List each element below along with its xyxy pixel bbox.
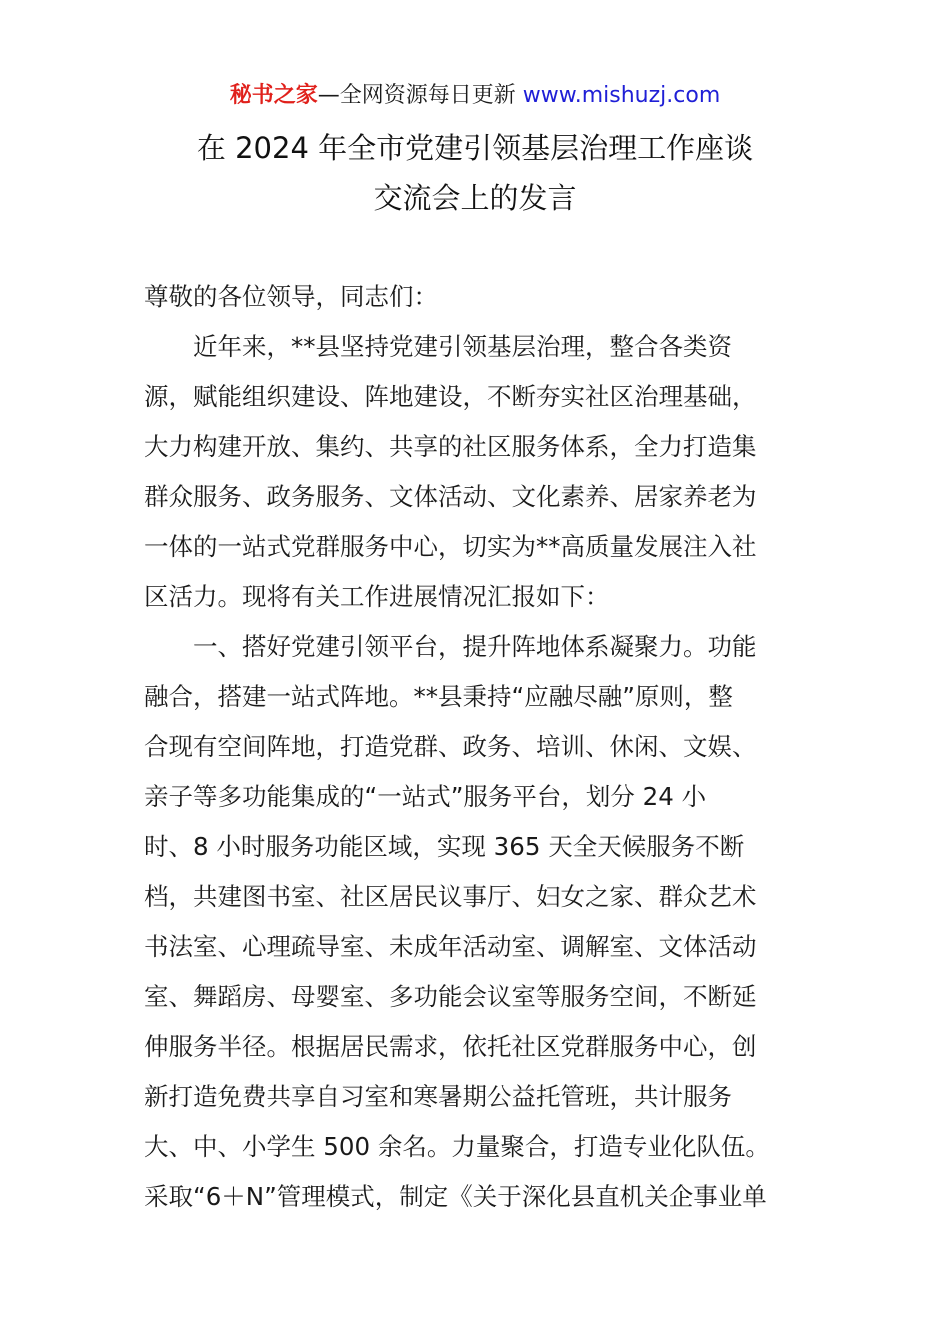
body-line: 书法室、心理疏导室、未成年活动室、调解室、文体活动 — [144, 932, 757, 961]
body-line: 源，赋能组织建设、阵地建设，不断夯实社区治理基础， — [144, 382, 757, 411]
body-line: 大、中、小学生 500 余名。力量聚合，打造专业化队伍。 — [144, 1132, 770, 1161]
body-line: 新打造免费共享自习室和寒暑期公益托管班，共计服务 — [144, 1082, 732, 1111]
body-line: 群众服务、政务服务、文体活动、文化素养、居家养老为 — [144, 482, 757, 511]
body-line: 融合，搭建一站式阵地。**县秉持“应融尽融”原则，整 — [144, 682, 733, 711]
site-banner — [0, 80, 950, 112]
body-line: 合现有空间阵地，打造党群、政务、培训、休闲、文娱、 — [144, 732, 757, 761]
body-line: 时、8 小时服务功能区域，实现 365 天全天候服务不断 — [144, 832, 745, 861]
banner-tagline: —全网资源每日更新 — [317, 83, 523, 108]
body-line: 室、舞蹈房、母婴室、多功能会议室等服务空间，不断延 — [144, 982, 757, 1011]
body-line: 一、搭好党建引领平台，提升阵地体系凝聚力。功能 — [144, 632, 757, 661]
body-line: 区活力。现将有关工作进展情况汇报如下： — [144, 582, 610, 611]
body-line: 档，共建图书室、社区居民议事厅、妇女之家、群众艺术 — [144, 882, 757, 911]
body-line: 尊敬的各位领导，同志们： — [144, 282, 438, 311]
body-line: 近年来，**县坚持党建引领基层治理，整合各类资 — [144, 332, 732, 361]
site-url-link[interactable]: www.mishuzj.com — [522, 83, 721, 108]
body-line: 一体的一站式党群服务中心，切实为**高质量发展注入社 — [144, 532, 757, 561]
brand-name: 秘书之家 — [229, 83, 318, 108]
body-line: 伸服务半径。根据居民需求，依托社区党群服务中心，创 — [144, 1032, 757, 1061]
body-line: 采取“6＋N”管理模式，制定《关于深化县直机关企事业单 — [144, 1182, 767, 1211]
document-title-line-1: 在 2024 年全市党建引领基层治理工作座谈 — [196, 131, 754, 165]
body-line: 大力构建开放、集约、共享的社区服务体系，全力打造集 — [144, 432, 757, 461]
document-title-line-2: 交流会上的发言 — [373, 181, 577, 215]
body-line: 亲子等多功能集成的“一站式”服务平台，划分 24 小 — [144, 782, 707, 811]
